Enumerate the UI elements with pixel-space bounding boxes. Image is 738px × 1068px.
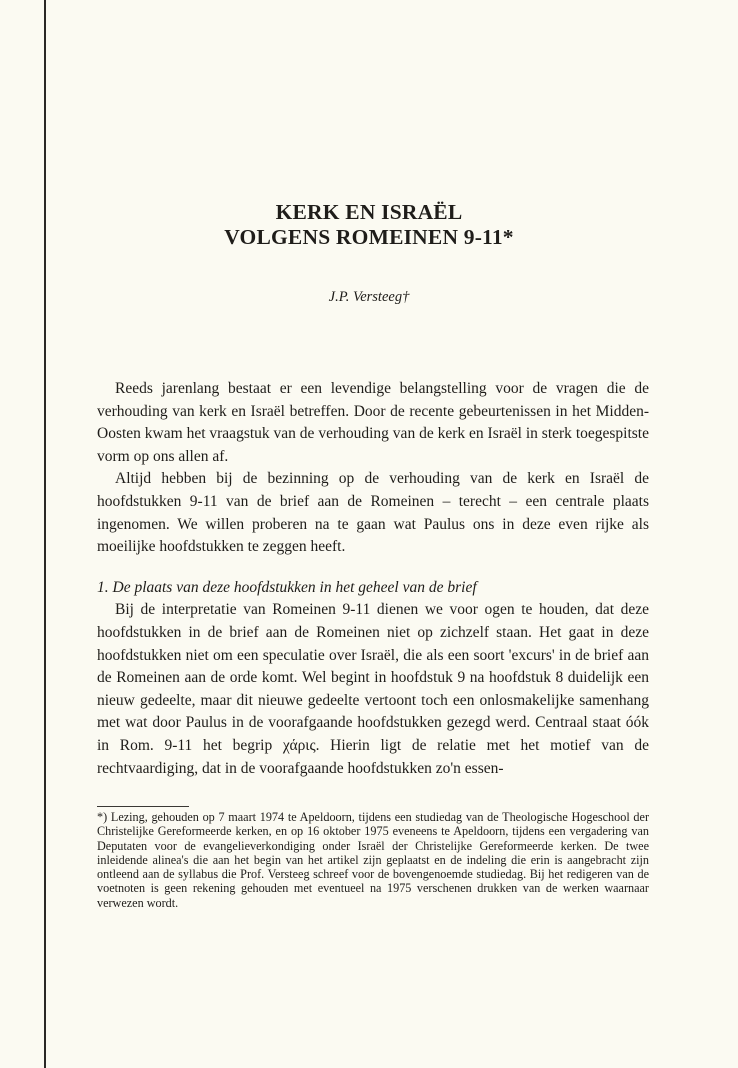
footnote-divider [97,806,189,807]
section-paragraph: Bij de interpretatie van Romeinen 9-11 dienen we voor ogen te houden, dat deze hoofdstukken in de brief aan de Romeinen niet op zichzelf staan. Het gaat in deze hoofdstukken niet om een speculatie over Israël, die als een soort 'excurs' in de brief aan de Romeinen aan de orde komt. Wel begint in hoofdstuk 9 na hoofdstuk 8 duidelijk een nieuw gedeelte, maar dit nieuwe gedeelte vertoont toch een onlosmakelijke samenhang met wat door Paulus in de voorafgaande hoofdstukken gezegd werd. Centraal staat óók in Rom. 9-11 het begrip χάρις. Hierin ligt de relatie met het motief van de rechtvaardiging, dat in de voorafgaande hoofdstukken zo'n essen- [97,601,649,777]
footnote-text: *) Lezing, gehouden op 7 maart 1974 te Apeldoorn, tijdens een studiedag van de Theologische Hogeschool der Christelijke Gereformeerde kerken, en op 16 oktober 1975 eveneens te Apeldoorn, tijdens een vergadering van Deputaten voor de evangelieverkondiging onder Israël der Christelijke Gereformeerde kerken. De twee inleidende alinea's die aan het begin van het artikel zijn geplaatst en de indeling die erin is aangebracht zijn ontleend aan de syllabus die Prof. Versteeg schreef voor de bovengenoemde studiedag. Bij het redigeren van de voetnoten is geen rekening gehouden met eventueel na 1975 verschenen drukken van de werken waarnaar verwezen wordt. [97,810,649,910]
author-name: J.P. Versteeg† [328,289,410,305]
article-title [0,200,738,250]
page-binding-edge [44,0,46,1068]
title-line-1: KERK EN ISRAËL [275,200,463,224]
title-line-2: VOLGENS ROMEINEN 9-11* [224,225,514,249]
intro-paragraph-1: Reeds jarenlang bestaat er een levendige belangstelling voor de vragen die de verhouding van kerk en Israël betreffen. Door de recente gebeurtenissen in het Midden-Oosten kwam het vraagstuk van de verhouding van de kerk en Israël in sterk toegespitste vorm op ons allen af. [97,380,649,465]
intro-paragraph-2: Altijd hebben bij de bezinning op de verhouding van de kerk en Israël de hoofdstukken 9-11 van de brief aan de Romeinen – terecht – een centrale plaats ingenomen. We willen proberen na te gaan wat Paulus ons in deze even rijke als moeilijke hoofdstukken te zeggen heeft. [97,470,649,556]
section-heading: 1. De plaats van deze hoofdstukken in het geheel van de brief [97,578,477,596]
article-body [97,378,649,780]
footnote [97,810,649,910]
